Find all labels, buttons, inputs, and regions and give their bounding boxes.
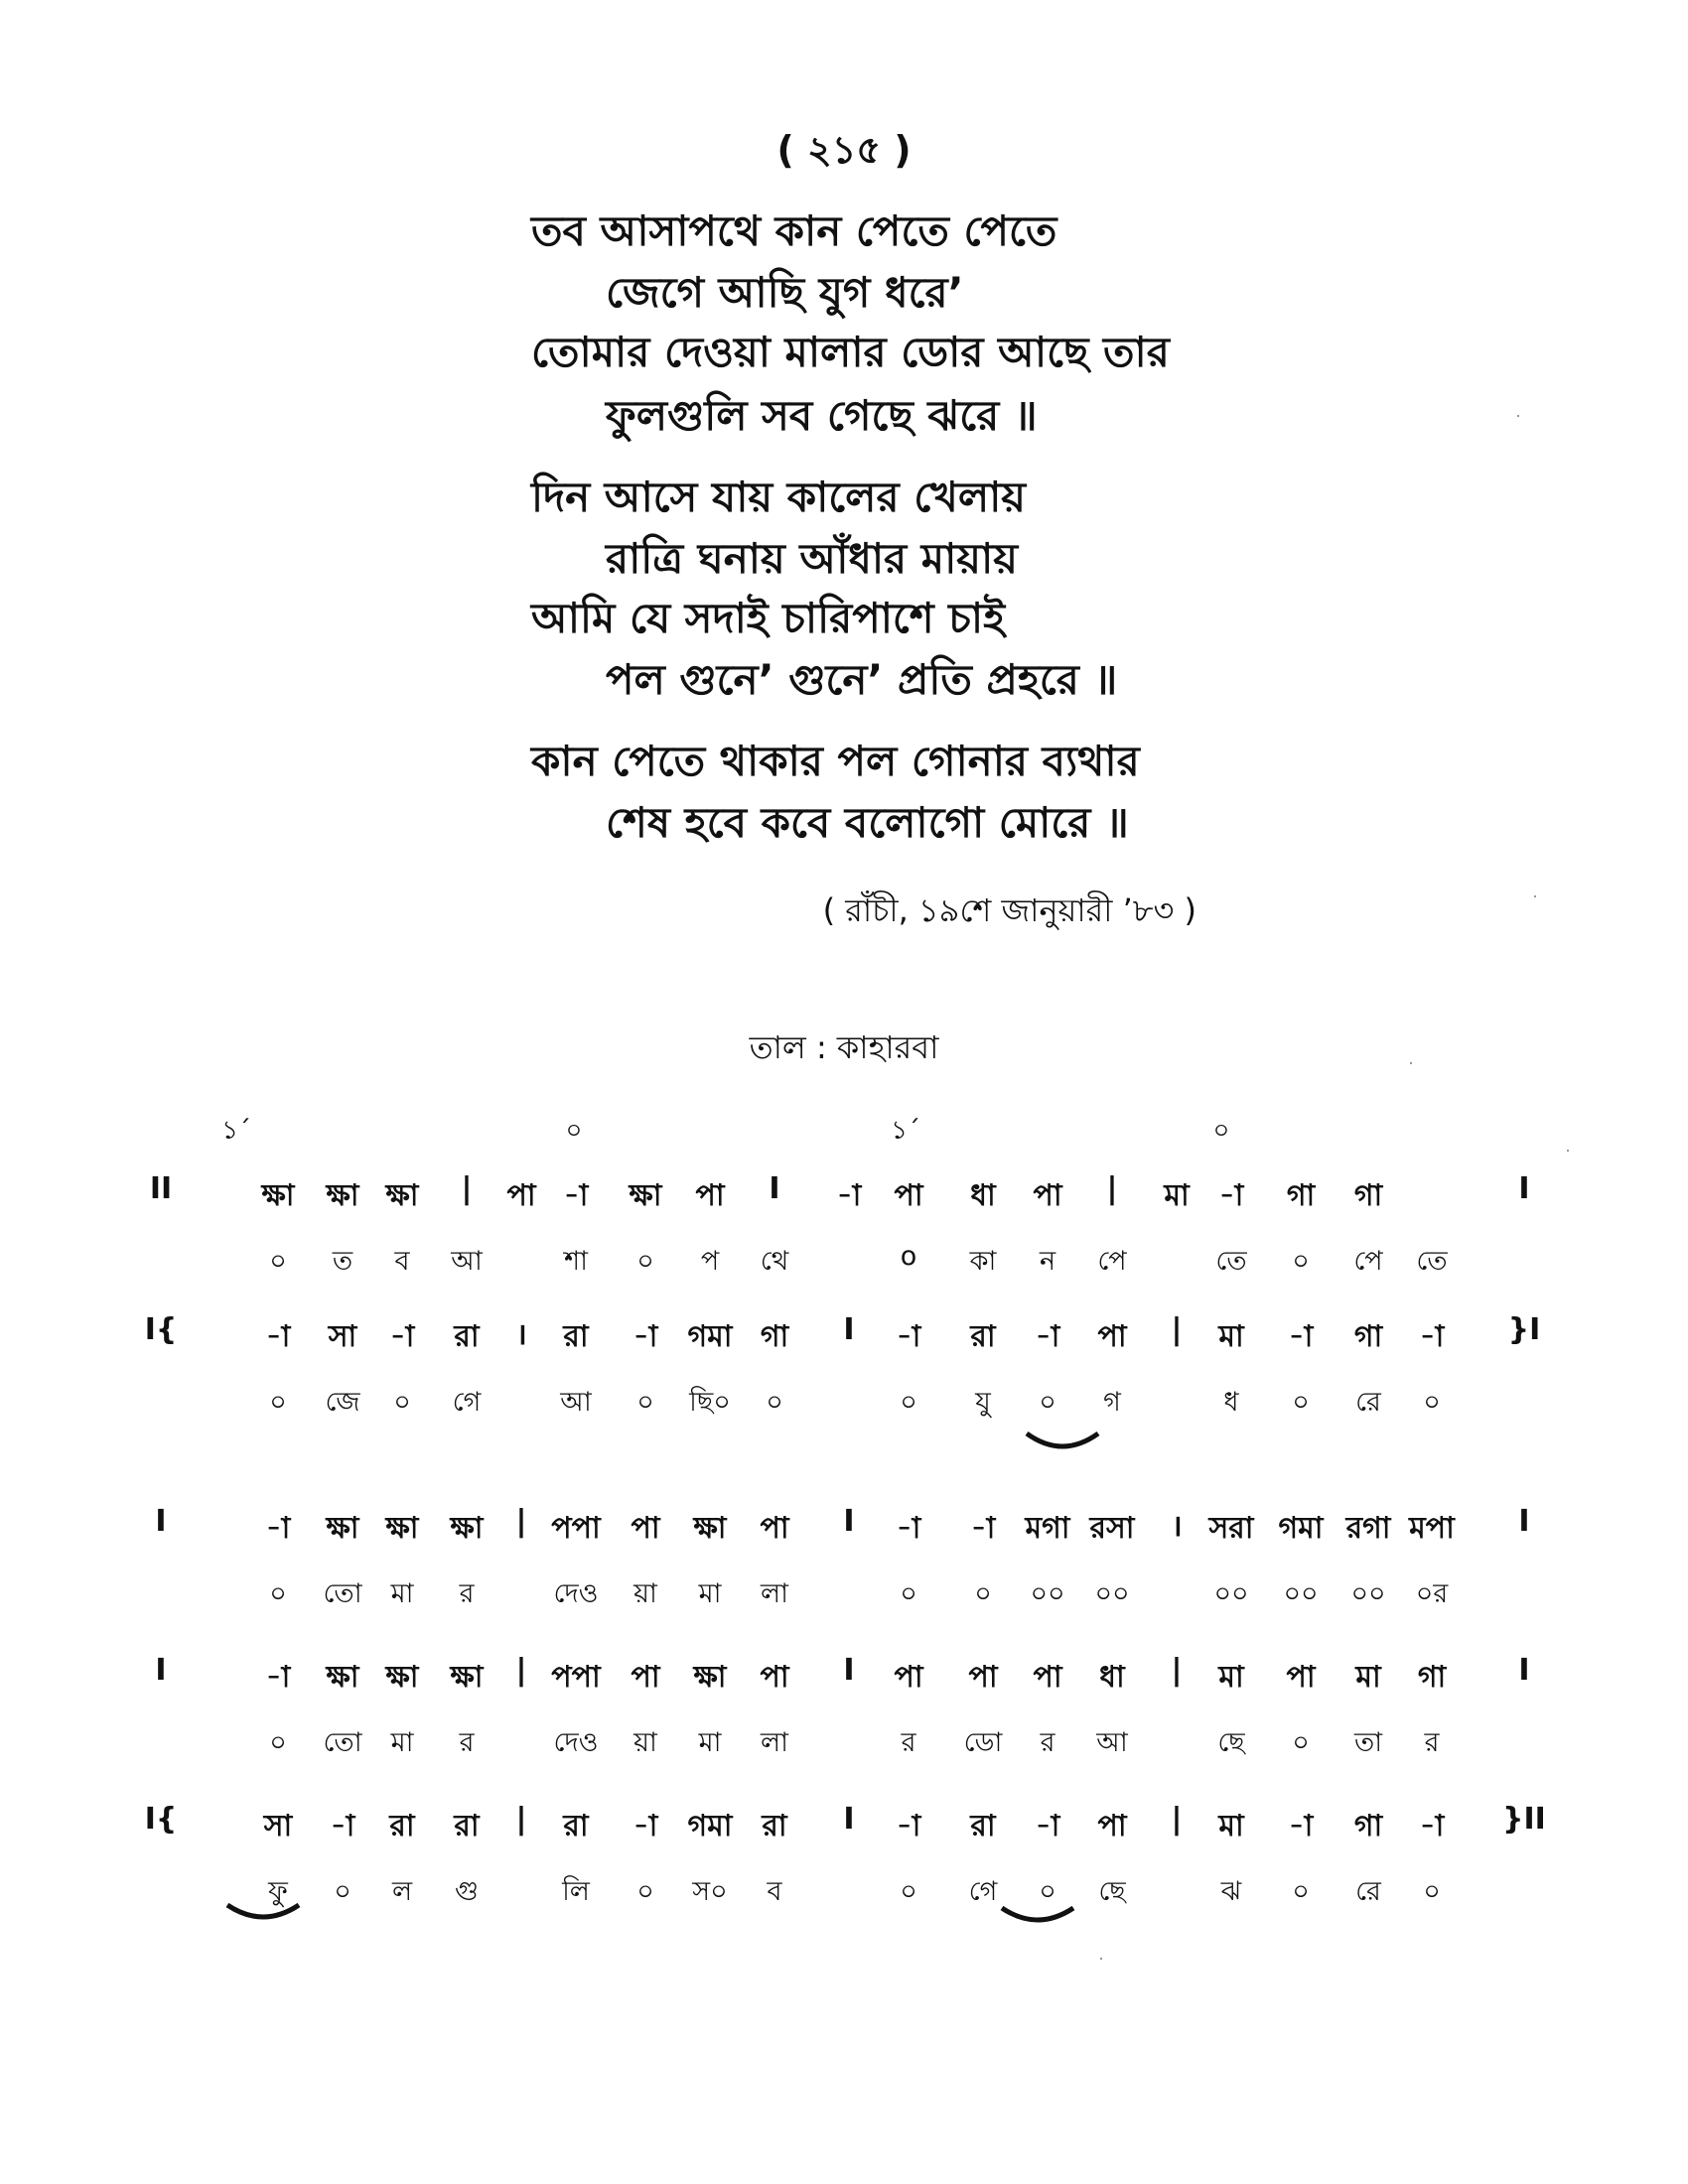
lyric-syllable: ০ — [393, 1387, 411, 1418]
swara-note: | — [1106, 1171, 1118, 1206]
scan-speck — [1517, 415, 1519, 417]
lyric-syllable: ০০ — [1094, 1578, 1130, 1609]
swara-note: ক্ষা — [385, 1511, 419, 1546]
lyric-syllable: ০ — [636, 1246, 654, 1277]
swara-note: -া — [1218, 1178, 1244, 1213]
lyric-syllable: তে — [1215, 1246, 1247, 1277]
swara-note: ক্ষা — [326, 1660, 359, 1695]
swara-note: I — [769, 1171, 780, 1206]
lyric-syllable: ০ — [900, 1876, 917, 1907]
swara-note: -া — [970, 1511, 996, 1546]
swara-note: পপা — [551, 1511, 601, 1546]
swara-note: ক্ষা — [629, 1178, 662, 1213]
swara-note: রা — [454, 1809, 480, 1843]
bar-line: I — [1518, 1171, 1530, 1206]
swara-note: -া — [265, 1319, 291, 1354]
poem-line: তোমার দেওয়া মালার ডোর আছে তার — [531, 328, 1170, 376]
lyric-syllable: থে — [760, 1246, 789, 1277]
lyric-syllable: ০ — [636, 1876, 654, 1907]
lyric-syllable: ০০ — [1283, 1578, 1319, 1609]
swara-note: গা — [1353, 1809, 1383, 1843]
swara-note: রসা — [1089, 1511, 1135, 1546]
poem-line: জেগে আছি যুগ ধরে’ — [606, 268, 964, 317]
poem-line: পল গুনে’ গুনে’ প্রতি প্রহরে ॥ — [606, 655, 1118, 704]
bar-line: }II — [1502, 1802, 1546, 1837]
taal-heading: তাল : কাহারবা — [749, 1028, 939, 1066]
bar-line: I — [843, 1802, 855, 1837]
bar-line: I{ — [144, 1802, 178, 1837]
poem-line: শেষ হবে কবে বলোগো মোরে ॥ — [606, 798, 1129, 847]
lyric-syllable: o — [900, 1241, 917, 1272]
swara-note: -া — [1419, 1319, 1445, 1354]
lyric-syllable: স০ — [692, 1876, 728, 1907]
lyric-syllable: মা — [390, 1578, 414, 1609]
swara-note: রা — [563, 1319, 589, 1354]
lyric-syllable: য়া — [633, 1727, 657, 1758]
lyric-syllable: ০ — [1292, 1876, 1310, 1907]
swara-note: | — [461, 1171, 473, 1206]
lyric-syllable: ০০ — [1030, 1578, 1065, 1609]
swara-note: পা — [631, 1660, 660, 1695]
swara-note: ক্ষা — [450, 1660, 484, 1695]
swara-note: -া — [563, 1178, 589, 1213]
swara-note: -া — [389, 1319, 415, 1354]
swara-note: পা — [894, 1178, 923, 1213]
lyric-syllable: ০ — [1292, 1246, 1310, 1277]
slur-mark — [223, 1901, 303, 1927]
lyric-syllable: ০ — [900, 1387, 917, 1418]
swara-note: গমা — [1278, 1511, 1324, 1546]
bar-line: | — [515, 1504, 527, 1539]
lyric-syllable: শা — [564, 1246, 588, 1277]
swara-note: ক্ষা — [450, 1511, 484, 1546]
lyric-syllable: দেও — [553, 1578, 599, 1609]
lyric-syllable: ০ — [766, 1387, 783, 1418]
poem-line: দিন আসে যায় কালের খেলায় — [531, 473, 1027, 521]
lyric-syllable: রে — [1355, 1387, 1381, 1418]
lyric-syllable: মা — [698, 1578, 722, 1609]
lyric-syllable: র — [901, 1727, 916, 1758]
swara-note: ধা — [1099, 1660, 1125, 1695]
swara-note: পা — [1033, 1178, 1062, 1213]
swara-note: পা — [760, 1660, 789, 1695]
lyric-syllable: ০ — [1423, 1387, 1441, 1418]
swara-note: রা — [970, 1809, 996, 1843]
lyric-syllable: তো — [323, 1727, 362, 1758]
lyric-syllable: লি — [562, 1876, 590, 1907]
lyric-syllable: ছে — [1217, 1727, 1245, 1758]
swara-note: -া — [896, 1809, 921, 1843]
lyric-syllable: লা — [761, 1727, 788, 1758]
lyric-syllable: কা — [969, 1246, 997, 1277]
bar-line: | — [1171, 1312, 1183, 1347]
poem-line: রাত্রি ঘনায় আঁধার মায়ায় — [606, 534, 1018, 583]
swara-note: পা — [631, 1511, 660, 1546]
scan-speck — [1100, 1958, 1102, 1960]
bar-line: | — [1171, 1802, 1183, 1837]
lyric-syllable: আ — [560, 1387, 592, 1418]
swara-note: পা — [1097, 1809, 1127, 1843]
lyric-syllable: তা — [1353, 1727, 1383, 1758]
slur-mark — [998, 1904, 1077, 1930]
page-number: ( ২১৫ ) — [776, 128, 912, 172]
lyric-syllable: ০ — [269, 1387, 287, 1418]
swara-note: মা — [1218, 1660, 1244, 1695]
lyric-syllable: ০০ — [1213, 1578, 1249, 1609]
swara-note: গমা — [687, 1809, 733, 1843]
swara-note: গা — [1286, 1178, 1316, 1213]
lyric-syllable: লা — [761, 1578, 788, 1609]
lyric-syllable: য়া — [633, 1578, 657, 1609]
lyric-syllable: র — [1040, 1727, 1055, 1758]
scan-speck — [1567, 1150, 1569, 1152]
lyric-syllable: মা — [390, 1727, 414, 1758]
lyric-syllable: যু — [975, 1387, 991, 1418]
bar-line: I — [1518, 1653, 1530, 1688]
swara-note: রা — [762, 1809, 787, 1843]
poem-line: কান পেতে থাকার পল গোনার ব্যথার — [531, 737, 1140, 785]
swara-note: পা — [1033, 1660, 1062, 1695]
bar-line: | — [1171, 1653, 1183, 1688]
lyric-syllable: গু — [455, 1876, 479, 1907]
lyric-syllable: ০ — [1039, 1387, 1056, 1418]
lyric-syllable: ঝ — [1220, 1876, 1242, 1907]
swara-note: পা — [760, 1511, 789, 1546]
lyric-syllable: মা — [698, 1727, 722, 1758]
bar-line: । — [1171, 1509, 1183, 1544]
scan-speck — [1410, 1062, 1412, 1064]
lyric-syllable: ব — [394, 1246, 410, 1277]
swara-note: পা — [894, 1660, 923, 1695]
swara-note: পা — [968, 1660, 998, 1695]
swara-note: ক্ষা — [693, 1511, 727, 1546]
bar-line: I — [155, 1653, 167, 1688]
lyric-syllable: আ — [451, 1246, 483, 1277]
lyric-syllable: ০ — [1292, 1387, 1310, 1418]
swara-note: রগা — [1345, 1511, 1391, 1546]
bar-line: | — [515, 1653, 527, 1688]
lyric-syllable: ০০ — [1350, 1578, 1386, 1609]
bar-line: মা — [1164, 1178, 1190, 1213]
swara-note: গমা — [687, 1319, 733, 1354]
lyric-syllable: ত — [332, 1246, 353, 1277]
lyric-syllable: তে — [1416, 1246, 1448, 1277]
beat-mark: ০ — [565, 1116, 583, 1146]
beat-mark: ১´ — [891, 1116, 920, 1146]
swara-note: গা — [1417, 1660, 1447, 1695]
swara-note: গা — [1353, 1178, 1383, 1213]
swara-note: রা — [454, 1319, 480, 1354]
swara-note: -া — [1035, 1809, 1060, 1843]
swara-note: -া — [896, 1319, 921, 1354]
swara-note: মা — [1218, 1809, 1244, 1843]
swara-note: মপা — [1409, 1511, 1455, 1546]
lyric-syllable: ডো — [963, 1727, 1003, 1758]
swara-note: ক্ষা — [693, 1660, 727, 1695]
slur-mark — [1023, 1430, 1102, 1457]
swara-note: -া — [1035, 1319, 1060, 1354]
lyric-syllable: র — [459, 1727, 475, 1758]
lyric-syllable: আ — [1096, 1727, 1128, 1758]
lyric-syllable: প — [700, 1246, 720, 1277]
lyric-syllable: ০ — [334, 1876, 352, 1907]
beat-mark: ১´ — [221, 1116, 251, 1146]
swara-note: -া — [633, 1809, 658, 1843]
lyric-syllable: পে — [1097, 1246, 1127, 1277]
bar-line: পা — [506, 1178, 536, 1213]
swara-note: -া — [1419, 1809, 1445, 1843]
lyric-syllable: গ — [1103, 1387, 1121, 1418]
poem-line: তব আসাপথে কান পেতে পেতে — [531, 206, 1057, 255]
swara-note: ক্ষা — [261, 1178, 295, 1213]
lyric-syllable: ল — [391, 1876, 413, 1907]
bar-line: I{ — [144, 1312, 178, 1347]
lyric-syllable: জে — [325, 1387, 360, 1418]
lyric-syllable: র — [459, 1578, 475, 1609]
lyric-syllable: ছে — [1098, 1876, 1126, 1907]
scan-speck — [1534, 895, 1536, 897]
swara-note: সা — [263, 1809, 293, 1843]
swara-note: পা — [1097, 1319, 1127, 1354]
swara-note: পা — [695, 1178, 725, 1213]
lyric-syllable: গে — [452, 1387, 482, 1418]
lyric-syllable: ব — [767, 1876, 782, 1907]
lyric-syllable: ০ — [1039, 1876, 1056, 1907]
lyric-syllable: ০ — [900, 1578, 917, 1609]
swara-note: মগা — [1025, 1511, 1070, 1546]
swara-note: সা — [328, 1319, 357, 1354]
lyric-syllable: ০ — [269, 1578, 287, 1609]
lyric-syllable: রে — [1355, 1876, 1381, 1907]
swara-note: -া — [633, 1319, 658, 1354]
swara-note: -া — [1288, 1809, 1314, 1843]
swara-note: রা — [970, 1319, 996, 1354]
swara-note: সরা — [1208, 1511, 1254, 1546]
bar-line: I — [843, 1312, 855, 1347]
bar-line: II — [149, 1171, 173, 1206]
bar-line: -া — [836, 1178, 862, 1213]
swara-note: ক্ষা — [385, 1178, 419, 1213]
lyric-syllable: ০ — [974, 1578, 992, 1609]
lyric-syllable: ন — [1039, 1246, 1056, 1277]
swara-note: ক্ষা — [326, 1511, 359, 1546]
lyric-syllable: ০ — [636, 1387, 654, 1418]
bar-line: }I — [1507, 1312, 1541, 1347]
lyric-syllable: ছি০ — [689, 1387, 731, 1418]
swara-note: মা — [1218, 1319, 1244, 1354]
composition-dateline: ( রাঁচী, ১৯শে জানুয়ারী ’৮৩ ) — [822, 891, 1196, 929]
poem-line: ফুলগুলি সব গেছে ঝরে ॥ — [606, 391, 1038, 440]
swara-note: গা — [1353, 1319, 1383, 1354]
swara-note: ক্ষা — [385, 1660, 419, 1695]
swara-note: রা — [389, 1809, 415, 1843]
bar-line: | — [515, 1802, 527, 1837]
lyric-syllable: র — [1424, 1727, 1440, 1758]
lyric-syllable: ০ — [269, 1727, 287, 1758]
bar-line: I — [1518, 1504, 1530, 1539]
beat-mark: ০ — [1212, 1116, 1230, 1146]
lyric-syllable: দেও — [553, 1727, 599, 1758]
poem-line: আমি যে সদাই চারিপাশে চাই — [531, 594, 1005, 642]
lyric-syllable: ০ — [1292, 1727, 1310, 1758]
swara-note: পা — [1286, 1660, 1316, 1695]
swara-note: -া — [896, 1511, 921, 1546]
lyric-syllable: ফু — [268, 1876, 288, 1907]
bar-line: I — [843, 1504, 855, 1539]
swara-note: গা — [760, 1319, 789, 1354]
swara-note: ক্ষা — [326, 1178, 359, 1213]
lyric-syllable: ০র — [1415, 1578, 1449, 1609]
lyric-syllable: ০ — [269, 1246, 287, 1277]
lyric-syllable: ০ — [1423, 1876, 1441, 1907]
swara-note: -া — [265, 1660, 291, 1695]
lyric-syllable: পে — [1353, 1246, 1383, 1277]
swara-note: ধা — [970, 1178, 996, 1213]
lyric-syllable: তো — [323, 1578, 362, 1609]
swara-note: -া — [265, 1511, 291, 1546]
swara-note: রা — [563, 1809, 589, 1843]
swara-note: পপা — [551, 1660, 601, 1695]
swara-note: -া — [1288, 1319, 1314, 1354]
bar-line: I — [843, 1653, 855, 1688]
lyric-syllable: গে — [968, 1876, 998, 1907]
swara-note: -া — [330, 1809, 355, 1843]
bar-line: । — [515, 1317, 527, 1352]
lyric-syllable: ধ — [1223, 1387, 1239, 1418]
swara-note: মা — [1355, 1660, 1381, 1695]
bar-line: I — [155, 1504, 167, 1539]
